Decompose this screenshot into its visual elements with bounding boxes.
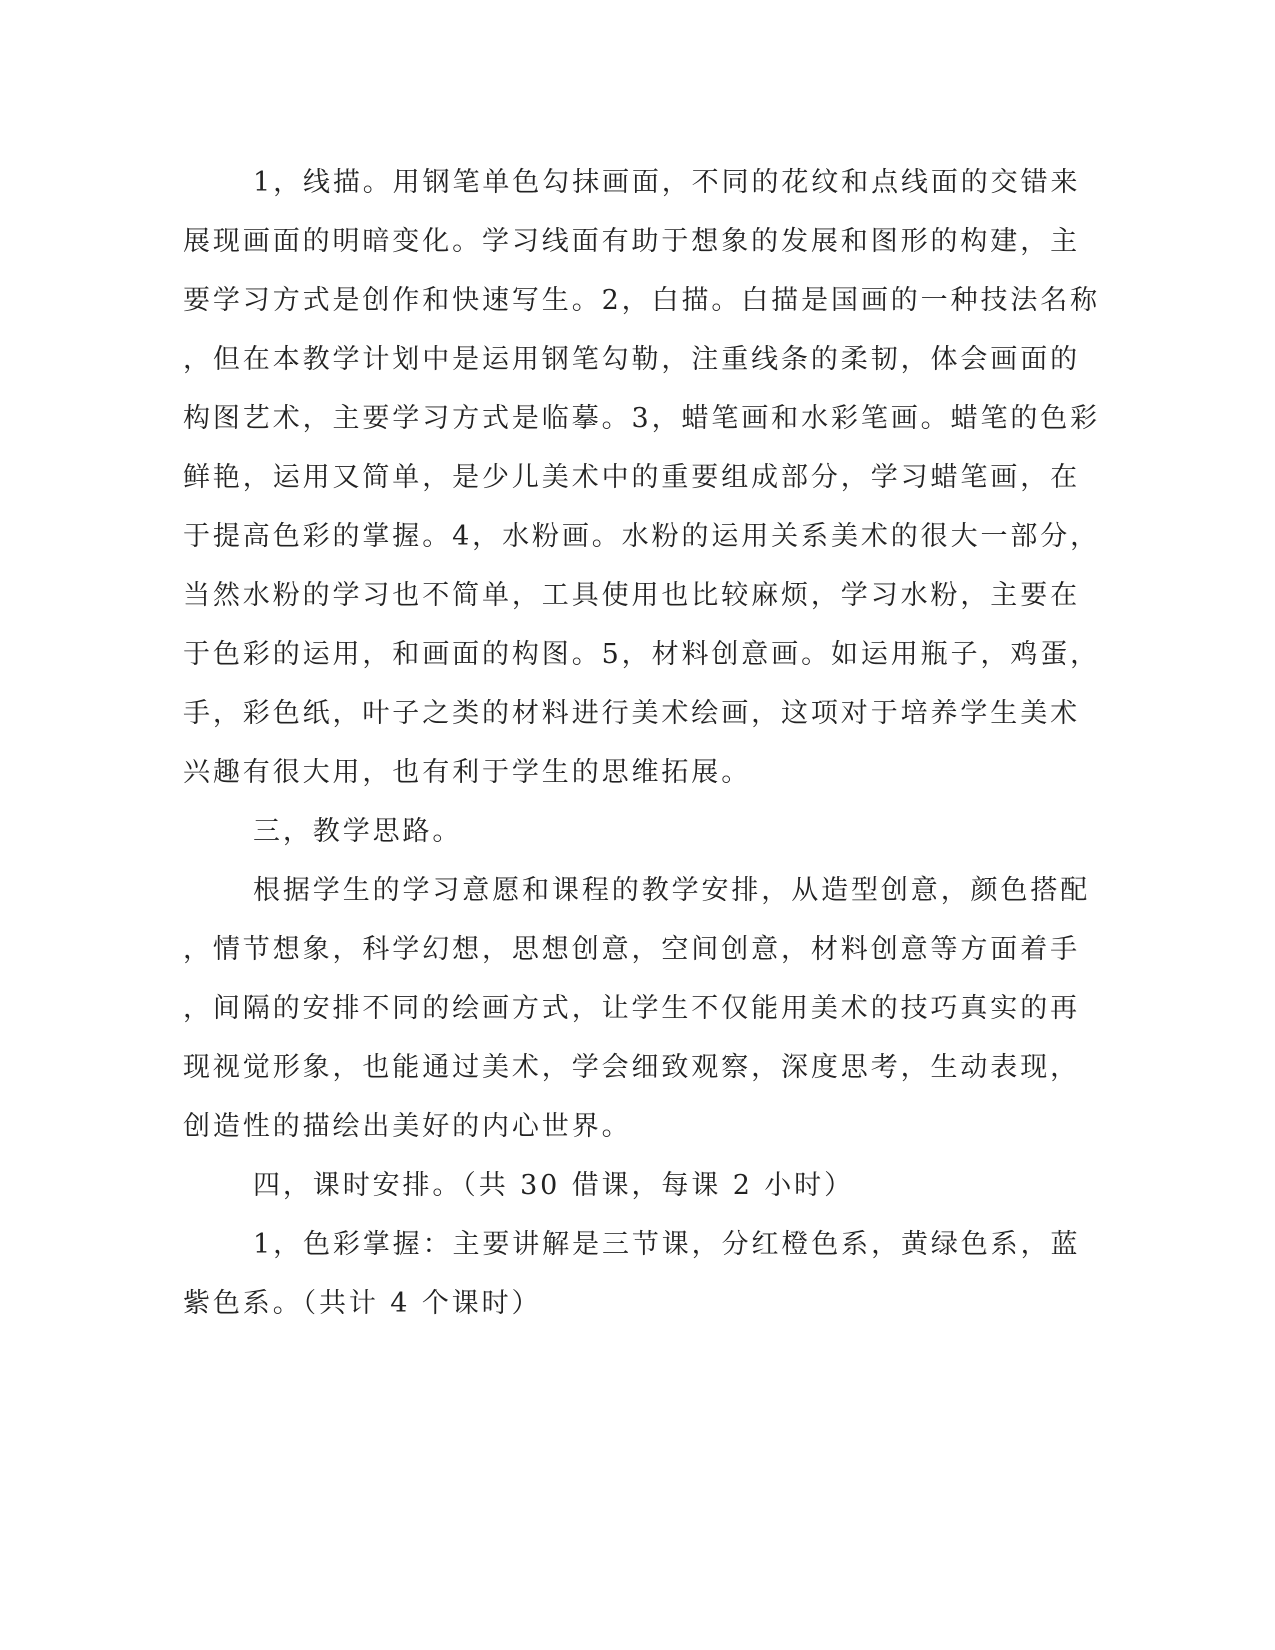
paragraph-line: 当然水粉的学习也不简单，工具使用也比较麻烦，学习水粉，主要在 (183, 580, 1080, 611)
paragraph-line: 创造性的描绘出美好的内心世界。 (183, 1111, 632, 1142)
paragraph-line: 1，线描。用钢笔单色勾抹画面，不同的花纹和点线面的交错来 (253, 167, 1081, 198)
paragraph-line: 展现画面的明暗变化。学习线面有助于想象的发展和图形的构建，主 (183, 226, 1080, 257)
paragraph-line: ，间隔的安排不同的绘画方式，让学生不仅能用美术的技巧真实的再 (183, 993, 1080, 1024)
paragraph-line: 1，色彩掌握：主要讲解是三节课，分红橙色系，黄绿色系，蓝 (253, 1229, 1081, 1260)
paragraph-line: 于色彩的运用，和画面的构图。5，材料创意画。如运用瓶子，鸡蛋， (183, 639, 1101, 670)
paragraph-line: ，情节想象，科学幻想，思想创意，空间创意，材料创意等方面着手 (183, 934, 1080, 965)
section-heading: 四，课时安排。（共 30 借课，每课 2 小时） (253, 1170, 854, 1201)
paragraph-line: 现视觉形象，也能通过美术，学会细致观察，深度思考，生动表现， (183, 1052, 1080, 1083)
section-heading: 三，教学思路。 (253, 816, 463, 847)
paragraph-line: 构图艺术，主要学习方式是临摹。3，蜡笔画和水彩笔画。蜡笔的色彩 (183, 403, 1101, 434)
paragraph-line: 要学习方式是创作和快速写生。2，白描。白描是国画的一种技法名称 (183, 285, 1101, 316)
paragraph-line: 鲜艳，运用又简单，是少儿美术中的重要组成部分，学习蜡笔画，在 (183, 462, 1080, 493)
paragraph-line: ，但在本教学计划中是运用钢笔勾勒，注重线条的柔韧，体会画面的 (183, 344, 1080, 375)
paragraph-line: 于提高色彩的掌握。4，水粉画。水粉的运用关系美术的很大一部分， (183, 521, 1101, 552)
paragraph-line: 兴趣有很大用，也有利于学生的思维拓展。 (183, 757, 752, 788)
paragraph-line: 紫色系。（共计 4 个课时） (183, 1288, 542, 1319)
paragraph-line: 根据学生的学习意愿和课程的教学安排，从造型创意，颜色搭配 (253, 875, 1091, 906)
paragraph-line: 手，彩色纸，叶子之类的材料进行美术绘画，这项对于培养学生美术 (183, 698, 1080, 729)
